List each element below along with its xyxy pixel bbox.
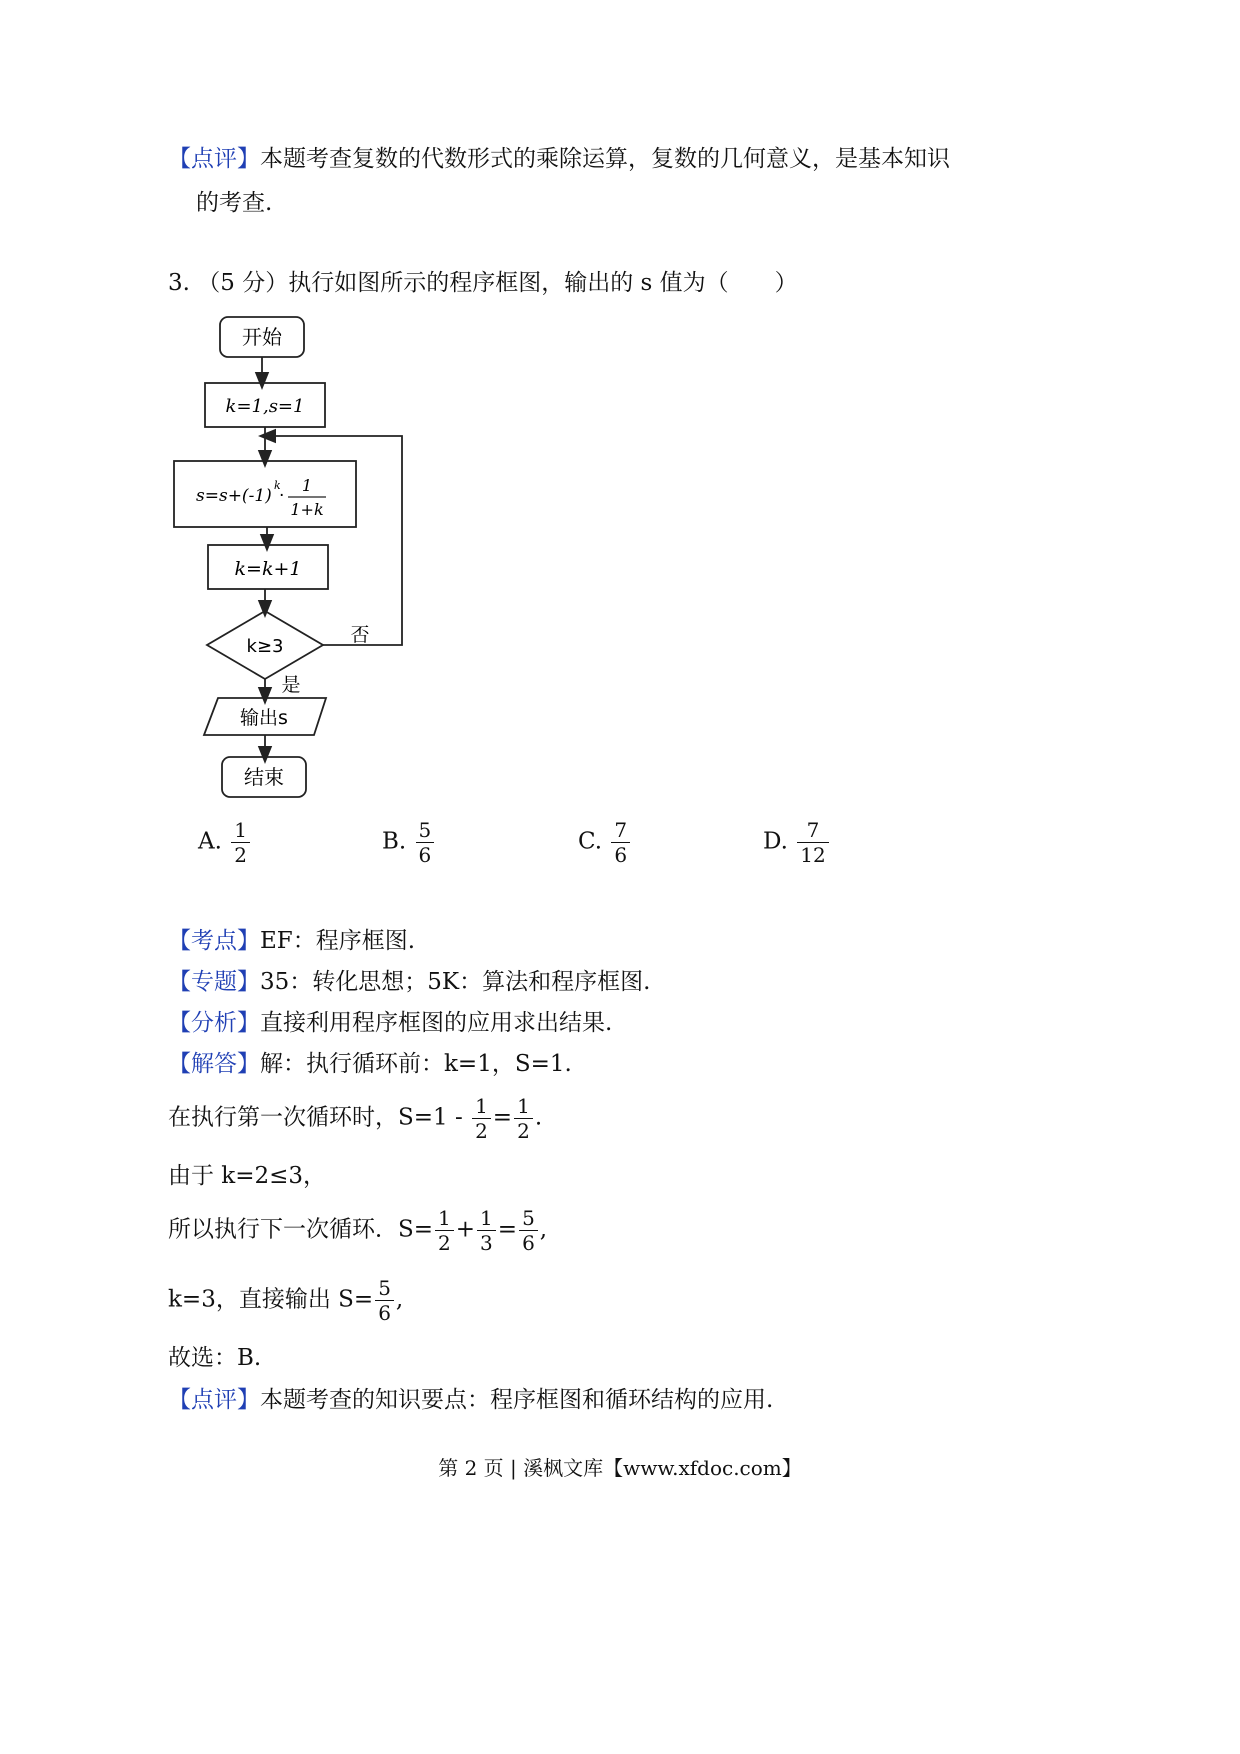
zhuanti-line xyxy=(168,967,650,997)
fenxi-tag: 【分析】 xyxy=(168,1010,260,1036)
review-text-line1: 本题考查复数的代数形式的乘除运算，复数的几何意义，是基本知识 xyxy=(260,146,950,172)
option-label: C. xyxy=(578,828,603,855)
solution-text: 在执行第一次循环时，S=1 - xyxy=(168,1104,463,1131)
question-number: 3. xyxy=(168,270,190,296)
fraction: $\frac{1}{2}$ xyxy=(435,1208,454,1253)
fenxi-line xyxy=(168,1008,612,1038)
review2-tag: 【点评】 xyxy=(168,1387,260,1413)
jieda-text: 解：执行循环前：k=1，S=1. xyxy=(260,1051,572,1077)
review-text-line2: 的考查. xyxy=(196,190,273,216)
condition-label: k≥3 xyxy=(246,636,284,657)
solution-line-2: 由于 k=2≤3， xyxy=(168,1163,327,1189)
program-flowchart xyxy=(160,305,460,810)
end-label: 结束 xyxy=(244,765,284,789)
zhuanti-text: 35：转化思想；5K：算法和程序框图. xyxy=(260,969,651,995)
comma: , xyxy=(539,1216,548,1243)
fenxi-text: 直接利用程序框图的应用求出结果. xyxy=(260,1010,613,1036)
init-label: k=1,s=1 xyxy=(225,396,305,417)
review-tag: 【点评】 xyxy=(168,146,260,172)
zhuanti-tag: 【专题】 xyxy=(168,969,260,995)
fraction: $\frac{5}{6}$ xyxy=(519,1208,538,1253)
update-s-frac-num: 1 xyxy=(301,476,313,495)
option-fraction: $\frac{7}{12}$ xyxy=(797,820,828,865)
option-c xyxy=(578,820,632,865)
start-label: 开始 xyxy=(242,325,282,349)
fraction: $\frac{1}{2}$ xyxy=(472,1096,491,1141)
solution-text: k=3，直接输出 S= xyxy=(168,1286,374,1313)
yes-label: 是 xyxy=(281,674,301,696)
update-s-exponent: k xyxy=(274,479,281,492)
jieda-tag: 【解答】 xyxy=(168,1051,260,1077)
question-score: （5 分） xyxy=(197,270,289,296)
update-s-frac-den: 1+k xyxy=(290,500,324,519)
solution-text: 所以执行下一次循环．S= xyxy=(168,1216,434,1243)
plus-sign: + xyxy=(455,1216,476,1243)
equals-sign: = xyxy=(497,1216,518,1243)
comma: , xyxy=(395,1286,404,1313)
review-paragraph-1 xyxy=(168,144,950,174)
solution-line-3 xyxy=(168,1208,547,1253)
option-fraction: $\frac{7}{6}$ xyxy=(611,820,630,865)
option-label: D. xyxy=(763,828,788,855)
solution-line-1 xyxy=(168,1096,542,1141)
fraction: $\frac{5}{6}$ xyxy=(375,1278,394,1323)
option-a xyxy=(198,820,252,865)
output-label: 输出s xyxy=(240,707,288,729)
question-text: 执行如图所示的程序框图，输出的 s 值为（ ） xyxy=(288,270,798,296)
option-label: B. xyxy=(382,828,407,855)
fraction: $\frac{1}{2}$ xyxy=(514,1096,533,1141)
review-paragraph-2 xyxy=(168,1385,773,1415)
option-b xyxy=(382,820,436,865)
question-stem xyxy=(168,268,798,298)
review2-text: 本题考查的知识要点：程序框图和循环结构的应用. xyxy=(260,1387,774,1413)
fraction: $\frac{1}{3}$ xyxy=(477,1208,496,1253)
equals-sign: = xyxy=(492,1104,513,1131)
option-d xyxy=(763,820,831,865)
option-fraction: $\frac{1}{2}$ xyxy=(231,820,250,865)
jieda-line xyxy=(168,1049,572,1079)
kaodian-tag: 【考点】 xyxy=(168,928,260,954)
solution-line-4 xyxy=(168,1278,403,1323)
option-fraction: $\frac{5}{6}$ xyxy=(416,820,435,865)
kaodian-text: EF：程序框图. xyxy=(260,928,416,954)
page-footer: 第 2 页 | 溪枫文库【www.xfdoc.com】 xyxy=(438,1456,802,1480)
kaodian-line xyxy=(168,926,415,956)
solution-line-5: 故选：B. xyxy=(168,1345,262,1371)
period: . xyxy=(534,1104,543,1131)
update-s-dot: · xyxy=(279,486,285,506)
no-label: 否 xyxy=(350,624,370,646)
update-k-label: k=k+1 xyxy=(234,558,302,580)
update-s-label: s=s+(-1) xyxy=(196,486,272,506)
option-label: A. xyxy=(198,828,222,855)
